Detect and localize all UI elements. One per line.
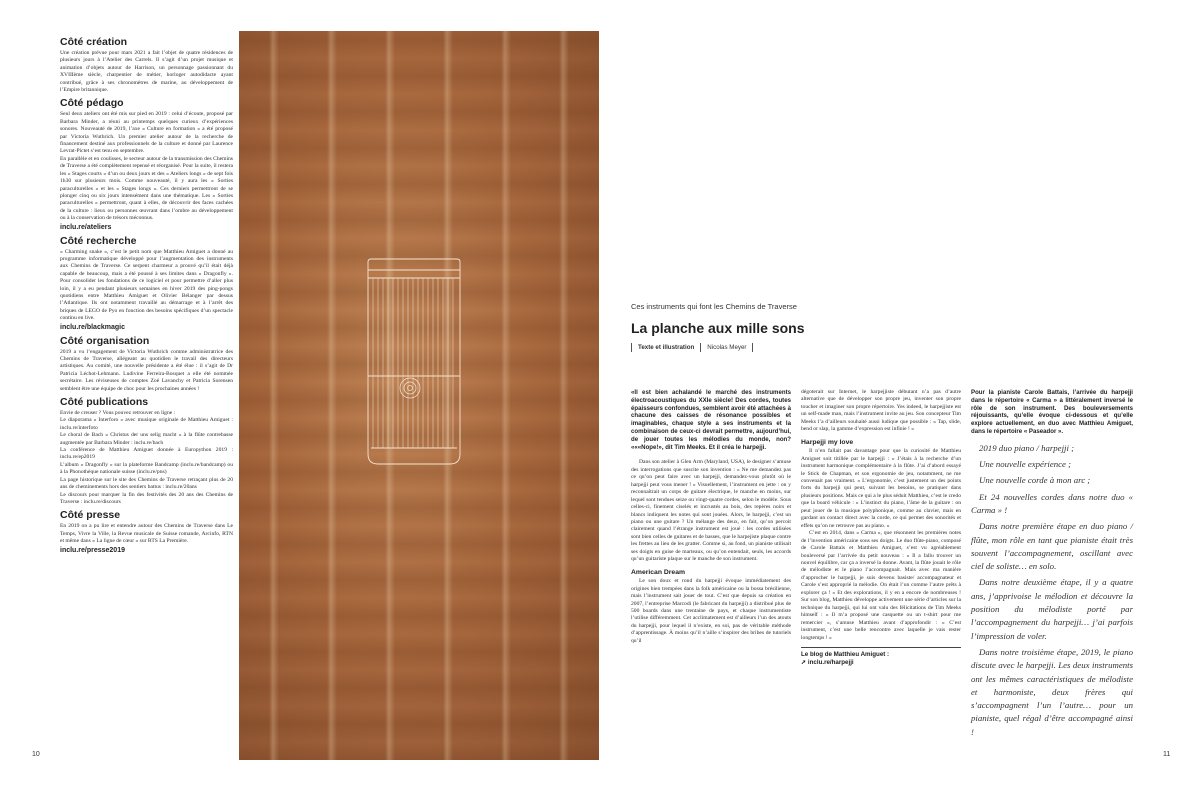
- column-3-intro: Pour la pianiste Carole Battais, l’arrivée du harpejji dans le répertoire « Carma » a littéralement inversé le rôle de son instrument. Des bouleversements réjouissants, qu’elle évoque ci-dessous et qu’elle explore actuellement, en duo avec Matthieu Amiguet, dans le répertoire « Paseador ».: [971, 389, 1133, 435]
- section-heading: Côté presse: [60, 509, 121, 522]
- link-icon: ➚: [801, 658, 808, 666]
- section-heading: Côté publications: [60, 396, 149, 409]
- section-paragraph: En 2019 on a pu lire et entendre autour des Chemins de Traverse dans Le Temps, Vivre la Ville, la Revue musicale de Suisse romande, Arcinfo, RTN et même dans « La ligne de cœur » sur RTS La Première.: [60, 523, 233, 545]
- paragraph: Dans son atelier à Glen Arm (Maryland, USA), le designer s’amuse des interrogations que suscite son invention : « Ne me demandez pas ce qu’on peut faire avec un harpejji, demandez-vous plutôt où le harpejji peut vous mener ! » Visuellement, l’instrument en jette : on y reconnaîtrait un corps de guitare électrique, le manche en moins, sur lequel sont tendues seize ou vingt-quatre cordes, selon le modèle. Sous celles-ci, finement ciselés et incrustés au bois, des repères noirs et blancs indiquent les notes qui sont jouées. Alors, le harpejji, c’est un piano ou une guitare ? Un mélange des deux, en fait, qu’on percoit clairement quand l’étrange instrument est joué : les cordes utilisées sont bien celles de guitares et de basses, que le harpejiste plaque contre les frettes au lieu de les gratter. Comme si, au fond, un pianiste utilisait ses doigts en guise de marteaux, ou qu’on entendait, seuls, les accords qu’un guitariste plaque sur le manche de son instrument.: [631, 459, 791, 563]
- quote-line: Et 24 nouvelles cordes dans notre duo « Carma » !: [971, 491, 1133, 515]
- article-column-2: [801, 389, 961, 667]
- article-credits: [631, 343, 753, 352]
- section-paragraph: Seul deux ateliers ont été mis sur pied en 2019 : celui d’écoute, proposé par Barbara Minder, a réuni au printemps quelques curieux d’expériences sonores. Nouveauté de 2019, l’axe « Culture en formation » a été proposé par Victoria Wuthrich. Un premier atelier autour de la recherche de financement destiné aux professionnels de la culture et donné par Laurence Levrat-Pictet s’est tenu en septembre.: [60, 111, 233, 155]
- article-column-1: [631, 389, 791, 645]
- article-column-3: [971, 389, 1133, 742]
- paragraph: dégoterait sur Internet, le harpejjiste débutant n’a pas d’autre alternative que de développer son propre jeu, inventer son propre toucher et imaginer son propre répertoire. Yes indeed, le harpejjiste est un self-made man, mais l’instrument invite au jeu. Son concepteur Tim Meeks l’a d’ailleurs souhaité aussi ludique que possible : « Tap, slide, bend or slap, la gamme d’expression est infinie ! »: [801, 389, 961, 433]
- page-number-left: 10: [32, 751, 40, 758]
- section-heading: Côté organisation: [60, 334, 150, 347]
- harpejji-illustration: [365, 258, 463, 468]
- subheading-harpejji-my-love: Harpejji my love: [801, 438, 854, 446]
- article-lead: «Il est bien achalandé le marché des instruments électroacoustiques du XXIe siècle! Des cordes, toutes épaisseurs confondues, semblent avoir été attachées à chacune des caisses de résonance possibles et imaginables, chaque style a ses instruments et la combinaison de ceux-ci devrait permettre, aujourd’hui, de jouer toutes les mélodies du monde, non? «««Nope!», dit Tim Meeks. Et il créa le harpejji.: [631, 389, 791, 451]
- paragraph: Il n’en fallait pas davantage pour que la curiosité de Matthieu Amiguet soit titillée par le harpejji : « J’étais à la recherche d’un instrument harmonique complémentaire à la flûte. J’ai d’abord essayé le Stick de Chapman, et son ergonomie de jeu, notamment, ne me convenait pas vraiment. » L’ergonomie, c’est justement un des points forts du harpejji qui peut, suivant les besoins, se pratiquer dans plusieurs positions. Mais ce qui a le plus séduit Matthieu, c’est le credo que la board véhicule : « L’instinct du piano, l’âme de la guitare : on peut jouer de la musique polyphonique, comme au clavier, mais en gardant un contact direct avec la corde, ce qui permet des sonorités et effets qu’on ne retrouve pas au piano. »: [801, 448, 961, 529]
- page-number-right: 11: [1163, 751, 1171, 758]
- credit-divider: [631, 343, 632, 352]
- section-paragraph: Envie de creuser ? Vous pouvez retrouver en ligne :: [60, 410, 176, 417]
- carole-quote: [971, 442, 1133, 739]
- paragraph: C’est en 2014, dans « Carma », que résonnent les premières notes de l’invention américaine sous ses doigts. Le duo flûte-piano, composé de Carole Battais et Matthieu Amiguet, s’est vu agréablement bouleversé par l’arrivée du petit nouveau : « Il a fallu trouver un nouvel équilibre, car ça a inversé la donne. Avant, la flûte jouait le rôle de mélodiste et le piano l’accompagnait. Mais avec ma manière d’approcher le harpejji, je suis devenu basiste/ accompagnateur et Carole s’est approprié la mélodie. On était l’un comme l’autre prêts à explorer ça ! » Et des explorations, il y en a encore de nombreuses ! Sur son blog, Matthieu développe activement une série d’articles sur la technique du harpejji, qui lui ont valu des félicitations de Tim Meeks himself : « Il m’a proposé une casquette ou un t-shirt pour me remercier », s’amuse Matthieu avant d’approfondir : « C’est instrument, c’est une belle rencontre avec laquelle je vais rester longtemps ! »: [801, 530, 961, 641]
- section-paragraph: En parallèle et en coulisses, le secteur autour de la transmission des Chemins de Traverse a été complètement repensé et réorganisé. Pour la suite, il restera les « Stages courts » d’un ou deux jours et des « Ateliers longs » de sept fois 1h30 sur plusieurs mois. Comme nouveauté, il y aura les « Sorties paraculturelles » et les « Stages longs ». Ces derniers permettront de se plonger cinq ou six jours intensément dans une thématique. Les « Sorties paraculturelles » permettront, quant à elles, de découvrir des faces cachées de la culture : lieux ou personnes œuvrant dans l’ombre au développement ou à la conservation de trésors méconnus.: [60, 155, 233, 222]
- section-link[interactable]: inclu.re/presse2019: [60, 546, 125, 554]
- credit-label: Texte et illustration: [638, 344, 695, 351]
- section-paragraph: « Charming snake », c’est le petit nom que Matthieu Amiguet a donné au programme informatique développé pour l’augmentation des instruments aux Chemins de Traverse. Ce serpent charmeur a prouvé qu’il était déjà capable de beaucoup, mais a été poussé à ses limites dans « Dragonfly ». Pour consolider les fondations de ce logiciel et pour permettre d’aller plus loin, il y a eu pendant plusieurs semaines en hiver 2019 des ping-pongs quotidiens entre Matthieu Amiguet et Olivier Bélanger par dessus l’Atlantique. Ils ont notamment travaillé au démarrage et à l’arrêt des briques de LEGO de Pyo en fonction des besoins spécifiques d’un spectacle continu en live.: [60, 248, 233, 322]
- quote-line: Une nouvelle corde à mon arc ;: [979, 475, 1091, 486]
- quote-line: Une nouvelle expérience ;: [979, 459, 1072, 470]
- section-paragraph: La page historique sur le site des Chemins de Traverse retraçant plus de 20 ans de cheminements hors des sentiers battus : inclu.re/20ans: [60, 476, 233, 491]
- section-heading: Côté pédago: [60, 97, 124, 110]
- blog-label: Le blog de Matthieu Amiguet :: [801, 650, 890, 658]
- left-text-column: [60, 33, 233, 555]
- section-heading: Côté recherche: [60, 234, 137, 247]
- quote-line: Dans notre troisième étape, 2019, le piano discute avec le harpejji. Les deux instruments ont les mêmes caractéristiques de mélodiste et harmoniste, deux frères qui s’accompagnent l’un l’autre… pour un pianiste, quel régal d’être accompagné ainsi !: [971, 646, 1133, 737]
- paragraph: Le son doux et rond du harpejji évoque immédiatement des origines bien trempées dans la folk américaine ou la bossa brésilienne, mais l’instrument sait jouer de tout. C’est que depuis sa création en 2007, l’entreprise Marcodi (le fabricant du harpejji) a distribué plus de 500 boards dans une trentaine de pays, et chaque instrumentiste l’utilise différemment. Cet acclimatement est d’ailleurs l’un des atouts du harpejji, pour lequel il n’existe, en soi, pas de véritable méthode d’apprentissage. À moins qu’il n’aille s’inspirer des bribes de tutoriels qu’il: [631, 578, 791, 644]
- quote-line: Dans notre deuxième étape, il y a quatre ans, j’apprivoise le mélodion et découvre la position du mélodiste porté par l’accompagnement du harpejji… j’ai parfois l’impression de voler.: [971, 577, 1133, 641]
- section-heading: Côté création: [60, 36, 128, 48]
- blog-box: [801, 647, 961, 667]
- credit-divider: [752, 343, 753, 352]
- section-paragraph: La conférence de Matthieu Amiguet donnée à Europython 2019 : inclu.re/ep2019: [60, 447, 233, 461]
- credit-divider: [700, 343, 701, 352]
- article-title: La planche aux mille sons: [631, 320, 805, 336]
- section-link[interactable]: inclu.re/ateliers: [60, 223, 112, 231]
- section-paragraph: Une création prévue pour mars 2021 a fait l’objet de quatre résidences de plusieurs jours à l’Atelier des Carrels. Il s’agit d’un projet musique et animation d’objets autour de Harrison, un personnage passionnant du XVIIIème siècle, charpentier de métier, horloger autodidacte ayant contribué, grâce à ses chronomètres de marine, au développement de l’Empire britannique.: [60, 50, 233, 94]
- subheading-american-dream: American Dream: [631, 568, 686, 576]
- section-paragraph: L’album « Dragonfly » sur la plateforme Bandcamp (inclu.re/bandcamp) ou à la Phonothèque nationale suisse (inclu.re/pns): [60, 461, 233, 476]
- quote-line: 2019 duo piano / harpejji ;: [979, 442, 1075, 453]
- credit-author: Nicolas Meyer: [707, 344, 747, 351]
- section-paragraph: 2019 a vu l’engagement de Victoria Wuthrich comme administratrice des Chemins de Traverse, allégeant au quotidien le travail des directeurs artistiques. Au comité, une nouvelle présidente a été élue : il s’agit de Dr Patricia Léchot-Lehmann. Ludivine Ferreira-Bosquet a elle été nommée secrétaire. Les réviseuses de comptes Zoé Lavanchy et Patricia Sorensen semblent être une équipe de choc pour les prochaines années !: [60, 348, 233, 392]
- section-paragraph: Le diaporama « Interforo » avec musique originale de Matthieu Amiguet : inclu.re/interfoto: [60, 417, 233, 431]
- quote-line: Dans notre première étape en duo piano / flûte, mon rôle en tant que pianiste était très souvent l’accompagnement, oscillant avec ciel de soliste… en solo.: [971, 521, 1133, 572]
- section-paragraph: Le discours pour marquer la fin des festivités des 20 ans des Chemins de Traverse : inclu.re/discours: [60, 491, 233, 505]
- blog-link[interactable]: ➚ inclu.re/harpejji: [801, 658, 854, 666]
- section-link[interactable]: inclu.re/blackmagic: [60, 323, 125, 331]
- article-series-label: Ces instruments qui font les Chemins de Traverse: [631, 302, 797, 311]
- section-paragraph: Le choral de Bach « Christus der uns selig macht » à la flûte contrebasse augmentée par Barbara Minder : inclu.re/bach: [60, 432, 233, 446]
